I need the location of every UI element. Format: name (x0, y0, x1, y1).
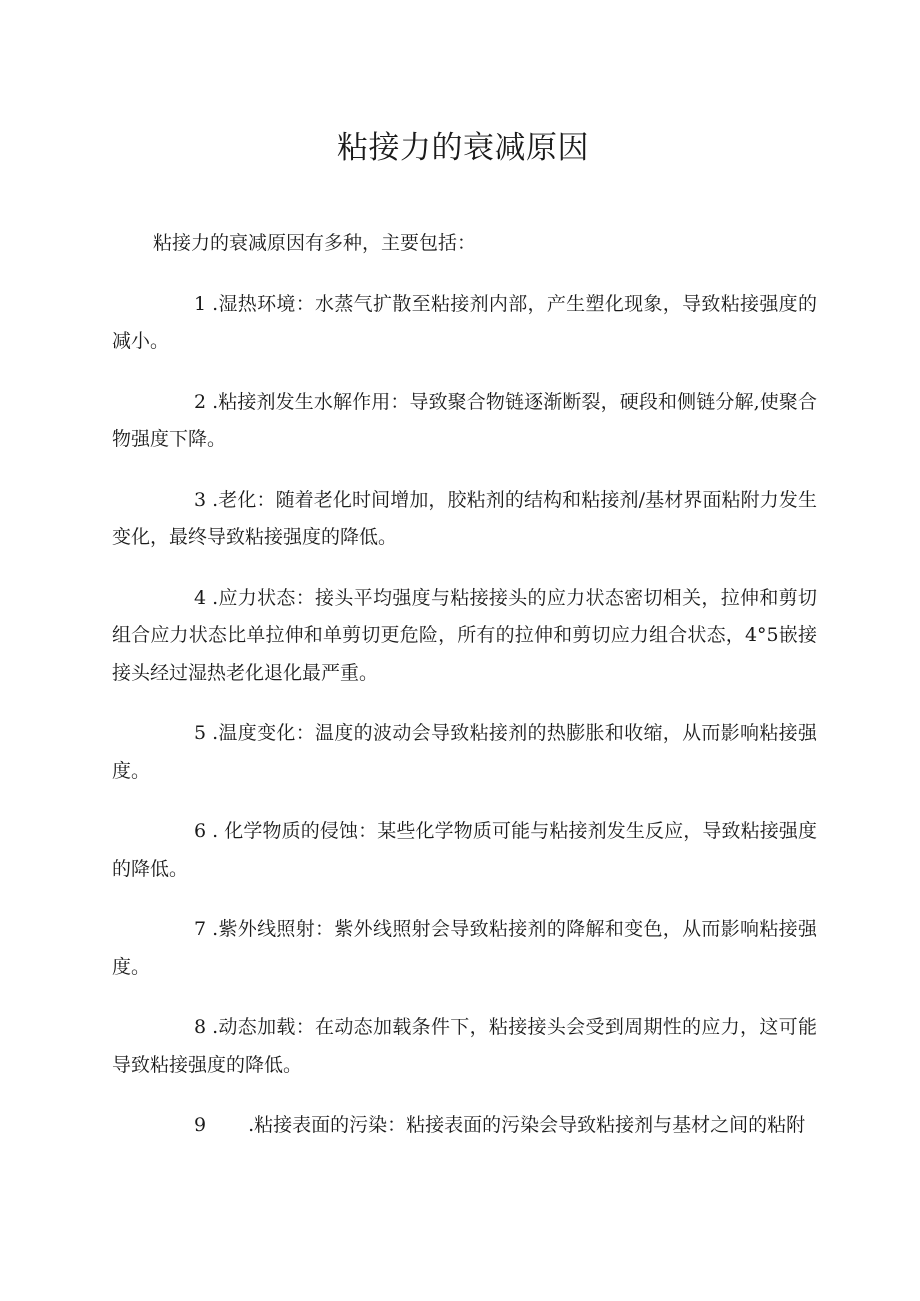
item-text: . 化学物质的侵蚀：某些化学物质可能与粘接剂发生反应，导致粘接强度的降低。 (112, 820, 817, 880)
list-item (112, 286, 817, 361)
item-number: 7 (194, 918, 207, 940)
document-body (112, 225, 817, 1168)
item-text: .粘接表面的污染：粘接表面的污染会导致粘接剂与基材之间的粘附 (248, 1114, 806, 1136)
list-item (112, 1107, 817, 1145)
list-item (112, 911, 817, 986)
item-text: .老化：随着老化时间增加，胶粘剂的结构和粘接剂/基材界面粘附力发生变化，最终导致粘接强度的降低。 (112, 488, 817, 548)
intro-paragraph: 粘接力的衰减原因有多种，主要包括： (153, 232, 477, 254)
item-number: 2 (194, 390, 207, 413)
list-item (112, 715, 817, 790)
item-number: 4 (194, 586, 207, 609)
list-item (112, 580, 817, 693)
item-number: 6 (194, 820, 207, 842)
item-text: .紫外线照射：紫外线照射会导致粘接剂的降解和变色，从而影响粘接强度。 (112, 918, 817, 978)
item-text: .温度变化：温度的波动会导致粘接剂的热膨胀和收缩，从而影响粘接强度。 (112, 722, 817, 782)
item-number: 1 (194, 292, 207, 315)
item-text: .粘接剂发生水解作用：导致聚合物链逐渐断裂，硬段和侧链分解,使聚合物强度下降。 (112, 390, 817, 450)
list-item (112, 813, 817, 888)
item-text: .湿热环境：水蒸气扩散至粘接剂内部，产生塑化现象，导致粘接强度的减小。 (112, 292, 817, 352)
list-item (112, 1009, 817, 1084)
list-item (112, 384, 817, 459)
document-title: 粘接力的衰减原因 (337, 130, 589, 166)
item-text: .动态加载：在动态加载条件下，粘接接头会受到周期性的应力，这可能导致粘接强度的降低。 (112, 1016, 817, 1076)
item-number: 8 (194, 1016, 207, 1038)
item-number: 5 (194, 722, 207, 744)
item-text: .应力状态：接头平均强度与粘接接头的应力状态密切相关，拉伸和剪切组合应力状态比单拉伸和单剪切更危险，所有的拉伸和剪切应力组合状态，4°5嵌接接头经过湿热老化退化最严重。 (112, 586, 817, 684)
item-number: 3 (194, 488, 207, 511)
item-number: 9 (194, 1114, 207, 1136)
list-item (112, 482, 817, 557)
